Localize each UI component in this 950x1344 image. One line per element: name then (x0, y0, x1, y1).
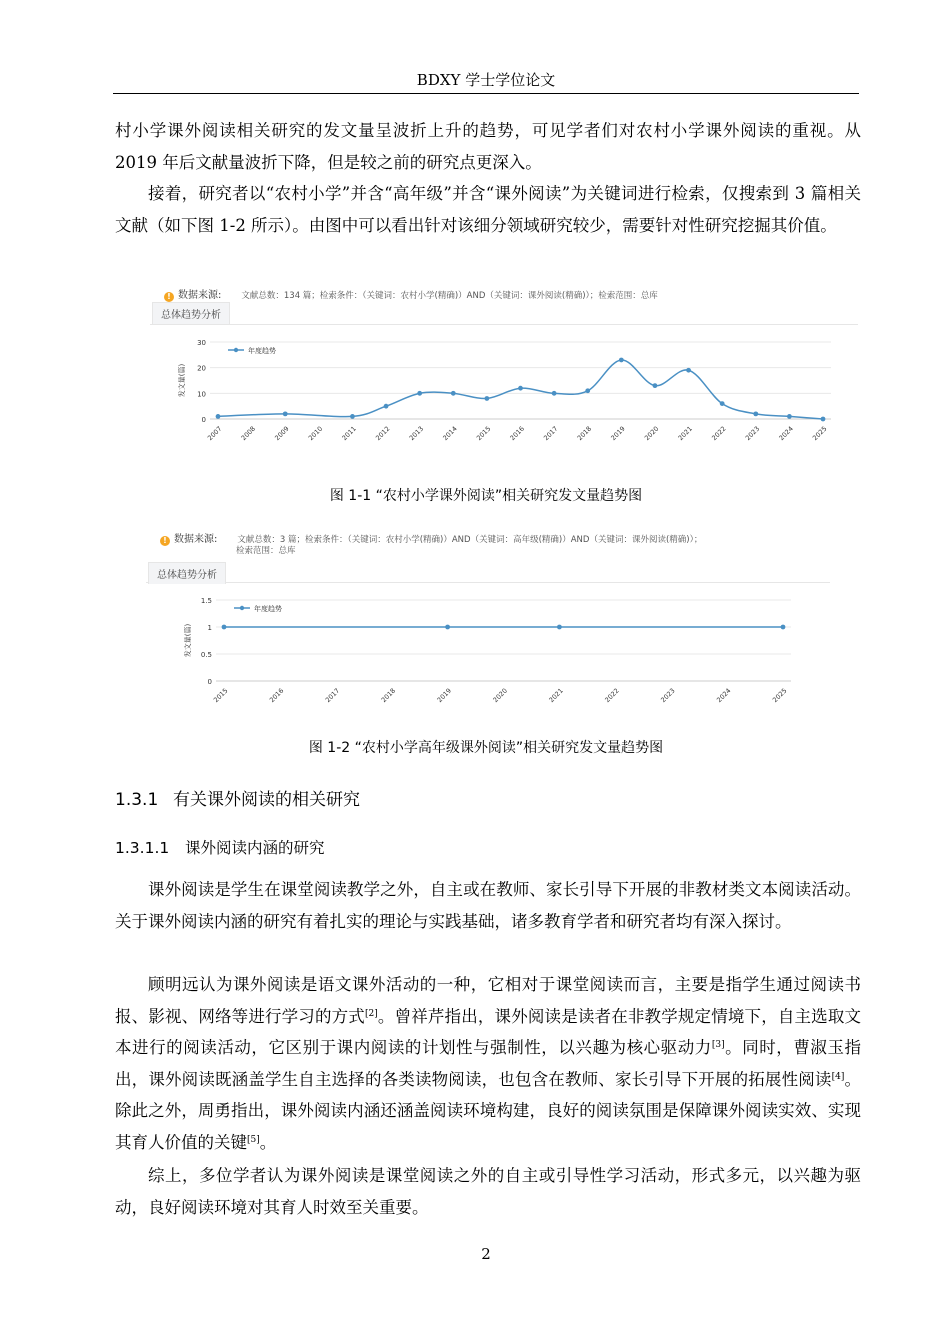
section-title: 有关课外阅读的相关研究 (173, 790, 360, 810)
text-segment: 。曾祥芹指出，课外阅读是读者在非教学规定情境下，自主选取文本进行的阅读活动，它区别于课内阅读的计划性与强制性，以兴趣为核心驱动力 (115, 1006, 862, 1057)
x-tick-label: 2023 (659, 686, 677, 705)
x-tick-label: 2012 (374, 424, 392, 443)
data-point (484, 396, 489, 401)
subsection-title: 课外阅读内涵的研究 (185, 839, 325, 857)
data-point (720, 401, 725, 406)
header-rule (113, 93, 859, 94)
data-point (445, 625, 450, 630)
figure-1-source-label: 数据来源: (178, 290, 222, 301)
data-point (384, 404, 389, 409)
text-segment: 。同时，曹淑玉指出，课外阅读既涵盖学生自主选择的各类读物阅读，也包含在教师、家长引导下开展的拓展性阅读 (115, 1038, 862, 1089)
y-tick-label: 1.5 (200, 597, 212, 605)
x-tick-label: 2017 (323, 686, 342, 705)
subsection-number: 1.3.1.1 (115, 839, 170, 857)
y-axis-label: 发文量(篇) (178, 363, 186, 398)
figure-2-tab-bar (146, 562, 830, 583)
x-tick-label: 2016 (508, 424, 526, 443)
data-point (216, 414, 221, 419)
x-tick-label: 2018 (575, 424, 594, 443)
info-icon: ! (164, 292, 174, 302)
x-tick-label: 2011 (340, 424, 358, 443)
y-tick-label: 30 (197, 339, 206, 347)
x-tick-label: 2019 (435, 686, 454, 705)
section-heading-1-3-1 (115, 785, 360, 810)
page-number: 2 (481, 1245, 491, 1263)
x-tick-label: 2017 (542, 424, 560, 443)
x-tick-label: 2022 (710, 424, 728, 443)
figure-1-caption: 图 1-1 “农村小学课外阅读”相关研究发文量趋势图 (329, 488, 643, 504)
figure-2-info-row-2: 检索范围：总库 (236, 546, 296, 556)
legend-marker (234, 348, 238, 352)
x-tick-label: 2023 (743, 424, 762, 443)
figure-1-tab-bar (150, 302, 858, 325)
page-header: BDXY 学士学位论文 (416, 71, 556, 89)
y-axis-label: 发文量(篇) (184, 623, 192, 658)
x-tick-label: 2022 (603, 686, 621, 705)
x-tick-label: 2008 (239, 424, 258, 443)
data-point (557, 625, 562, 630)
section-heading-1-3-1-1 (115, 836, 325, 858)
data-point (781, 625, 786, 630)
figure-1-panel (150, 280, 858, 460)
y-tick-label: 0 (207, 678, 212, 686)
citation-3: [3] (711, 1040, 725, 1050)
legend-label: 年度趋势 (248, 347, 276, 355)
y-tick-label: 1 (207, 624, 212, 632)
paragraph-definition: 课外阅读是学生在课堂阅读教学之外，自主或在教师、家长引导下开展的非教材类文本阅读活动。关于课外阅读内涵的研究有着扎实的理论与实践基础，诸多教育学者和研究者均有深入探讨。 (115, 880, 861, 931)
citation-5: [5] (247, 1134, 260, 1145)
data-point (653, 383, 658, 388)
data-point (451, 391, 456, 396)
data-point (350, 414, 355, 419)
figure-2-source-label: 数据来源: (174, 534, 218, 545)
x-tick-label: 2007 (206, 424, 224, 443)
x-tick-label: 2024 (715, 686, 733, 705)
figure-2-source-text: 文献总数：3 篇；检索条件：（关键词：农村小学(精确)）AND（关键词：高年级(精确)）AND（关键词：课外阅读(精确)）； (237, 535, 703, 545)
data-point (585, 388, 590, 393)
figure-2-panel (146, 524, 830, 722)
section-number: 1.3.1 (115, 790, 159, 810)
data-point (552, 391, 557, 396)
legend-marker (240, 606, 244, 610)
x-tick-label: 2014 (441, 424, 459, 443)
x-tick-label: 2020 (643, 424, 661, 443)
paragraph-literature (115, 969, 861, 1158)
text-segment: 。 (259, 1132, 277, 1152)
data-point (821, 417, 826, 422)
legend-label: 年度趋势 (254, 605, 282, 613)
x-tick-label: 2024 (777, 424, 795, 443)
data-point (619, 358, 624, 363)
x-tick-label: 2016 (267, 686, 286, 705)
figure-2-caption: 图 1-2 “农村小学高年级课外阅读”相关研究发文量趋势图 (308, 740, 664, 756)
y-tick-label: 0 (201, 416, 206, 424)
figure-1-chart (150, 324, 858, 460)
y-tick-label: 10 (197, 390, 206, 399)
citation-4: [4] (831, 1071, 845, 1082)
figure-1-info-row (164, 286, 658, 302)
data-point (518, 386, 523, 391)
info-icon: ! (160, 536, 170, 546)
x-tick-label: 2013 (407, 424, 426, 443)
x-tick-label: 2015 (474, 424, 493, 443)
data-point (787, 414, 792, 419)
x-tick-label: 2021 (676, 424, 694, 443)
x-tick-label: 2015 (212, 686, 230, 705)
figure-1-source-text: 文献总数：134 篇；检索条件：（关键词：农村小学(精确)）AND（关键词：课外阅读(精确)）；检索范围：总库 (241, 291, 658, 301)
text-segment: 顾明远认为课外阅读是语文课外活动的一种，它相对于课堂阅读而言，主要是指学生通过阅读书报、影视、网络等进行学习的方式 (115, 975, 861, 1026)
tab-overall-trend[interactable]: 总体趋势分析 (152, 302, 230, 324)
data-point (417, 391, 422, 396)
figure-2-chart (146, 582, 830, 722)
data-point (222, 625, 227, 630)
x-tick-label: 2020 (491, 686, 509, 705)
tab-overall-trend[interactable]: 总体趋势分析 (148, 562, 226, 584)
x-tick-label: 2025 (811, 424, 829, 443)
paragraph-continuation: 村小学课外阅读相关研究的发文量呈波折上升的趋势，可见学者们对农村小学课外阅读的重视。从 2019 年后文献量波折下降，但是较之前的研究点更深入。 (115, 121, 861, 172)
data-point (283, 411, 288, 416)
x-tick-label: 2009 (273, 424, 291, 443)
y-tick-label: 0.5 (200, 651, 212, 659)
y-tick-label: 20 (197, 364, 206, 373)
x-tick-label: 2019 (609, 424, 627, 443)
x-tick-label: 2025 (771, 686, 789, 705)
x-tick-label: 2018 (379, 686, 398, 705)
paragraph-search-description: 接着，研究者以“农村小学”并含“高年级”并含“课外阅读”为关键词进行检索，仅搜索到 3 篇相关文献（如下图 1-2 所示）。由图中可以看出针对该细分领域研究较少，需要针对性研究挖掘其价值。 (115, 184, 861, 235)
data-point (753, 411, 758, 416)
x-tick-label: 2010 (306, 424, 325, 443)
x-tick-label: 2021 (547, 686, 565, 705)
citation-2: [2] (364, 1008, 378, 1019)
data-point (686, 368, 691, 373)
text-segment: 。除此之外，周勇指出，课外阅读内涵还涵盖阅读环境构建，良好的阅读氛围是保障课外阅读实效、实现其育人价值的关键 (115, 1069, 862, 1152)
paragraph-summary: 综上，多位学者认为课外阅读是课堂阅读之外的自主或引导性学习活动，形式多元，以兴趣为驱动，良好阅读环境对其育人时效至关重要。 (115, 1166, 861, 1217)
